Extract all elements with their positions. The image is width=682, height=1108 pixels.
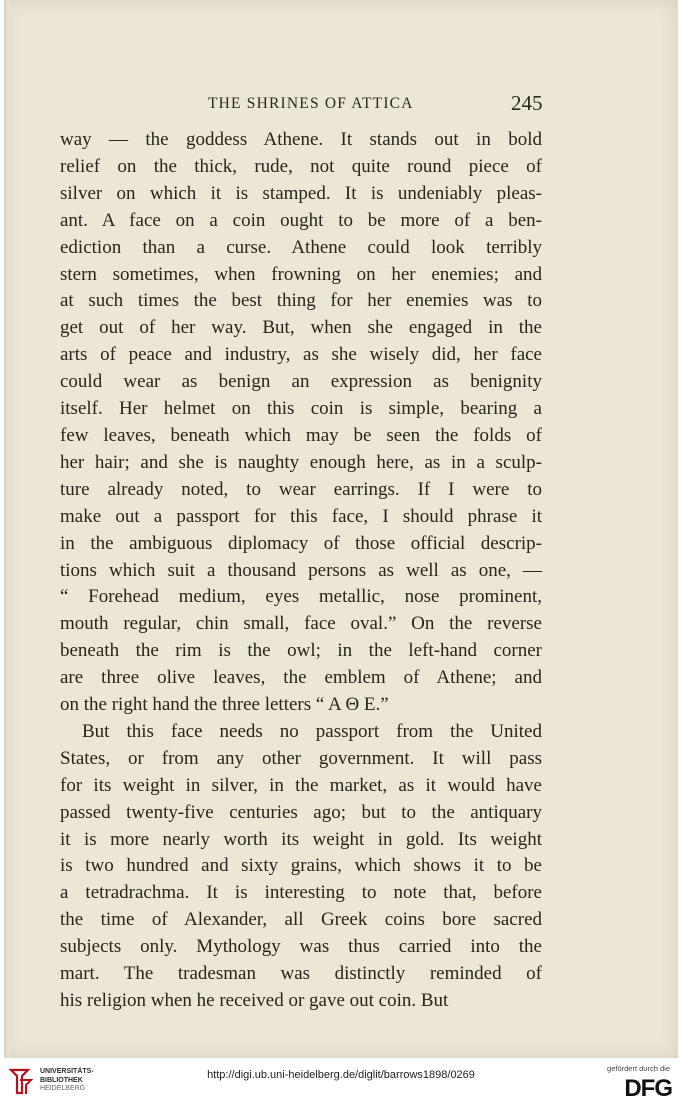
paragraph (60, 719, 542, 1015)
page-binding-edge (4, 0, 10, 1058)
library-name-line: BIBLIOTHEK (40, 1076, 83, 1084)
footer-bar (0, 1058, 682, 1108)
text-line: ediction than a curse. Athene could look terribly (60, 236, 542, 258)
running-head (4, 91, 678, 115)
body-text (60, 127, 542, 1015)
funding-note: gefördert durch die (607, 1064, 670, 1073)
library-name-line: UNIVERSITÄTS- (40, 1068, 94, 1075)
dfg-logo: DFG (624, 1075, 672, 1102)
text-line: arts of peace and industry, as she wisely did, her face (60, 344, 542, 366)
text-line: make out a passport for this face, I should phrase it (60, 505, 542, 527)
text-line: it is more nearly worth its weight in gold. Its weight (60, 828, 542, 850)
text-line: mouth regular, chin small, face oval.” On the reverse (60, 613, 542, 635)
text-line: “ Forehead medium, eyes metallic, nose prominent, (60, 586, 542, 608)
book-page (4, 0, 678, 1058)
text-line: for its weight in silver, in the market, as it would have (60, 774, 542, 796)
permalink-url[interactable]: http://digi.ub.uni-heidelberg.de/diglit/barrows1898/0269 (207, 1069, 475, 1081)
text-line: his religion when he received or gave out coin. But (60, 990, 449, 1011)
text-line: ture already noted, to wear earrings. If I were to (60, 478, 542, 500)
text-line: beneath the rim is the owl; in the left-hand corner (60, 640, 542, 662)
text-line: way — the goddess Athene. It stands out in bold (60, 129, 542, 150)
text-line: get out of her way. But, when she engaged in the (60, 317, 542, 339)
text-line: her hair; and she is naughty enough here, as in a sculp- (60, 451, 542, 473)
text-line: States, or from any other government. It will pass (60, 747, 542, 769)
text-line: could wear as benign an expression as benignity (60, 371, 542, 393)
text-line: are three olive leaves, the emblem of Athene; and (60, 667, 542, 689)
page-number: 245 (511, 91, 543, 115)
text-line: mart. The tradesman was distinctly reminded of (60, 963, 542, 985)
text-line: stern sometimes, when frowning on her enemies; and (60, 263, 542, 285)
text-line: a tetradrachma. It is interesting to note that, before (60, 882, 542, 904)
text-line: at such times the best thing for her enemies was to (60, 290, 542, 312)
running-title: THE SHRINES OF ATTICA (208, 95, 414, 112)
library-name-line: HEIDELBERG (40, 1085, 86, 1092)
paragraph (60, 127, 542, 719)
text-line: is two hundred and sixty grains, which shows it to be (60, 855, 542, 877)
text-line: passed twenty-five centuries ago; but to the antiquary (60, 801, 542, 823)
text-line: But this face needs no passport from the United (82, 720, 542, 742)
text-line: itself. Her helmet on this coin is simple, bearing a (60, 398, 542, 420)
text-line: few leaves, beneath which may be seen the folds of (60, 424, 542, 446)
text-line: ant. A face on a coin ought to be more of a ben- (60, 209, 542, 231)
text-line: silver on which it is stamped. It is undeniably pleas- (60, 182, 542, 204)
text-line: in the ambiguous diplomacy of those official descrip- (60, 532, 542, 554)
text-line: relief on the thick, rude, not quite round piece of (60, 155, 542, 177)
text-line: subjects only. Mythology was thus carried into the (60, 936, 542, 958)
text-line: on the right hand the three letters “ A Θ E.” (60, 694, 389, 716)
text-line: tions which suit a thousand persons as well as one, — (60, 559, 542, 581)
text-line: the time of Alexander, all Greek coins bore sacred (60, 909, 542, 931)
